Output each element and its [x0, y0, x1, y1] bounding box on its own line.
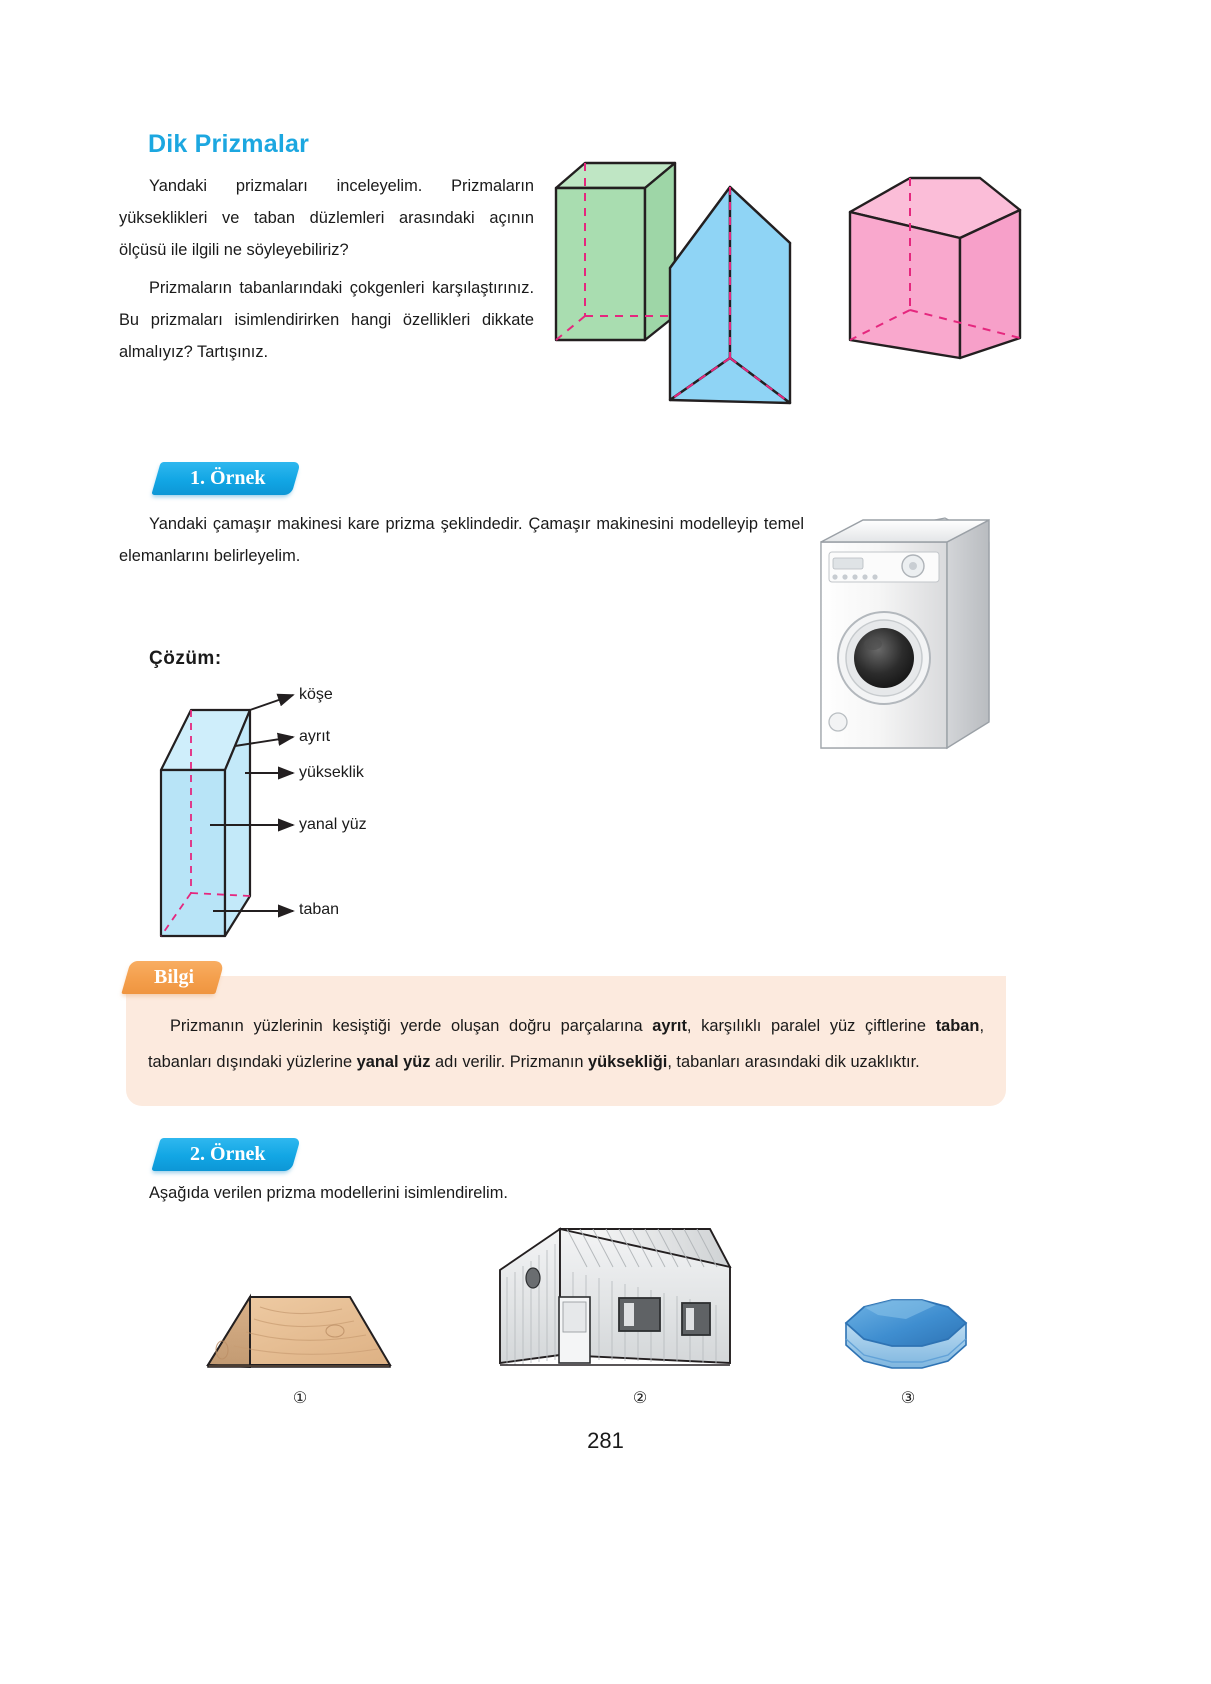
example-2-badge-wrap	[156, 1138, 296, 1171]
model-corrugated-house-building	[500, 1229, 730, 1365]
model-blue-octagonal-prism	[846, 1300, 966, 1368]
leader-line-kose	[250, 695, 293, 710]
bilgi-badge	[121, 961, 224, 994]
annotation-yukseklik: yükseklik	[299, 764, 364, 781]
bilgi-part-2: , karşılıklı paralel yüz çiftlerine	[686, 1017, 936, 1035]
bilgi-badge-label: Bilgi	[154, 966, 195, 988]
prism-models-row	[130, 1215, 1080, 1425]
blue-triangular-prism	[670, 187, 790, 403]
example-2-badge-label: 2. Örnek	[190, 1143, 266, 1165]
example-2-text: Aşağıda verilen prizma modellerini isimlendirelim.	[149, 1184, 508, 1202]
model-caption-2: ②	[632, 1390, 648, 1407]
example-1-badge-wrap	[156, 462, 296, 495]
washing-machine-illustration	[805, 498, 1005, 768]
model-caption-1: ①	[292, 1390, 308, 1407]
pink-pentagonal-prism	[850, 178, 1020, 358]
green-rectangular-prism	[556, 163, 675, 340]
annotation-kose: köşe	[299, 686, 333, 703]
washing-machine-svg	[805, 498, 1005, 768]
bilgi-term-yanal-yuz: yanal yüz	[356, 1053, 431, 1071]
bilgi-term-ayrit: ayrıt	[652, 1017, 687, 1035]
annotation-taban: taban	[299, 901, 340, 918]
bilgi-part-6: adı verilir. Prizmanın	[430, 1053, 589, 1071]
example-1-badge-label: 1. Örnek	[190, 467, 266, 489]
bilgi-part-0: Prizmanın yüzlerinin kesiştiği yerde oluşan doğru parçalarına	[170, 1017, 653, 1035]
example-1-badge	[151, 462, 300, 495]
page-title: Dik Prizmalar	[148, 130, 310, 158]
example-1-text: Yandaki çamaşır makinesi kare prizma şeklindedir. Çamaşır makinesini modelleyip temel elemanlarını belirleyelim.	[119, 515, 804, 565]
bilgi-badge-wrap	[126, 961, 220, 994]
bilgi-term-taban: taban	[935, 1017, 980, 1035]
intro-paragraph-2: Prizmaların tabanlarındaki çokgenleri karşılaştırınız. Bu prizmaları isimlendirirken hangi özellikleri dikkate almalıyız? Tartışınız.	[119, 279, 534, 361]
prisms-svg	[540, 150, 1040, 410]
solution-label: Çözüm:	[149, 648, 222, 669]
solution-prism-diagram	[145, 688, 475, 953]
bilgi-term-yukseklik: yüksekliği	[588, 1053, 668, 1071]
prism-illustrations	[540, 150, 1040, 410]
example-2-badge	[151, 1138, 300, 1171]
bilgi-paragraph	[126, 1008, 1006, 1080]
intro-text-block	[119, 170, 534, 374]
bilgi-part-8: , tabanları arasındaki dik uzaklıktır.	[667, 1053, 920, 1071]
model-wooden-triangular-prism	[208, 1297, 390, 1367]
page-number: 281	[587, 1428, 624, 1453]
annotation-ayrit: ayrıt	[299, 728, 331, 745]
intro-paragraph-1: Yandaki prizmaları inceleyelim. Prizmaların yükseklikleri ve taban düzlemleri arasındaki açının ölçüsü ile ilgili ne söyleyebiliriz?	[119, 177, 534, 259]
model-caption-3: ③	[900, 1390, 916, 1407]
bilgi-part-4: , tabanları dışındaki yüzlerine	[148, 1017, 984, 1071]
annotation-yanal-yuz: yanal yüz	[299, 816, 367, 833]
